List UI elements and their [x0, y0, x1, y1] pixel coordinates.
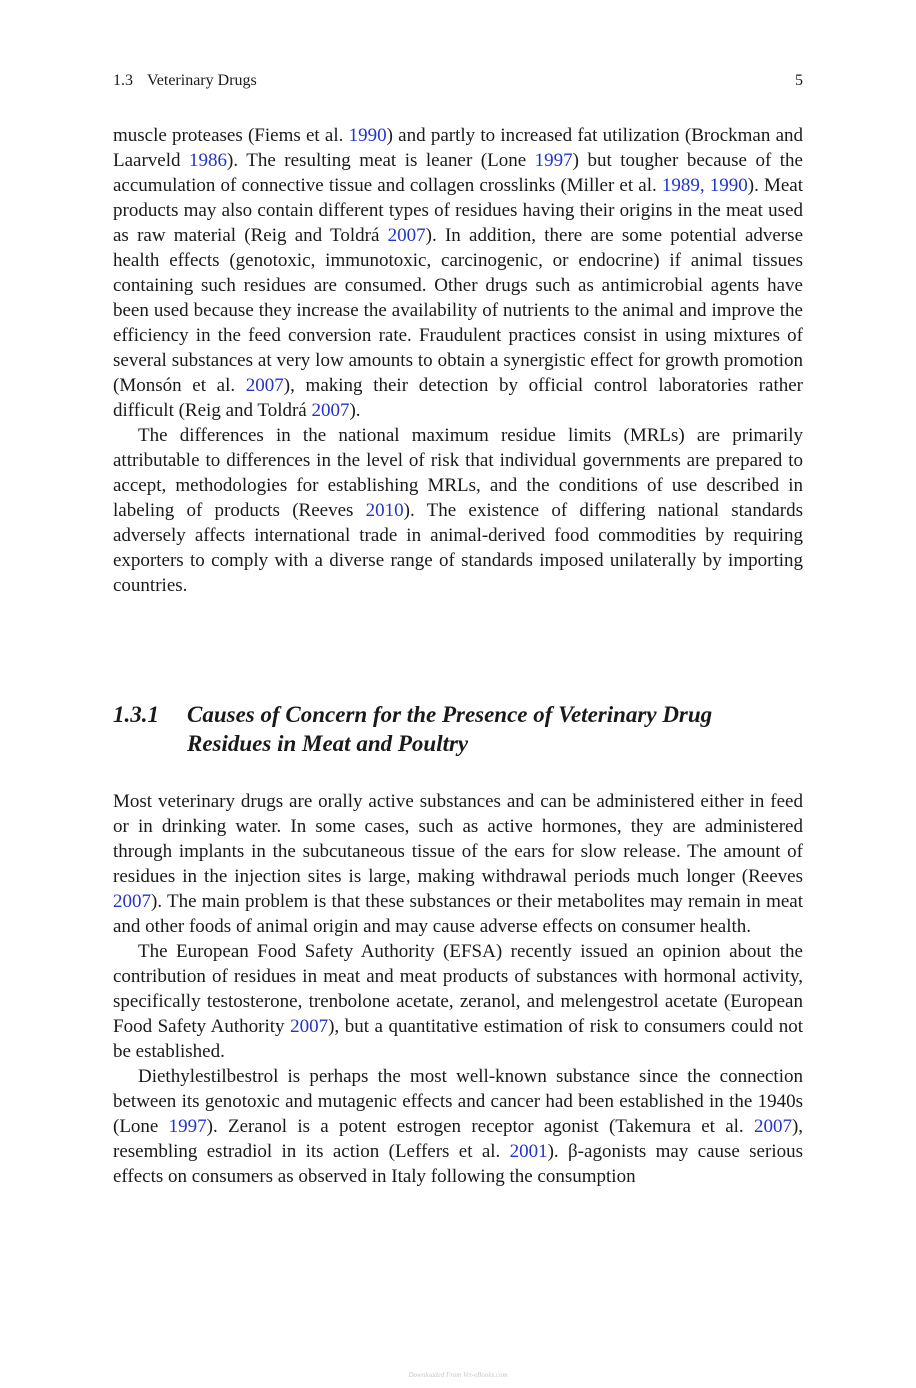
running-header — [113, 72, 803, 94]
body-text-top — [113, 123, 803, 598]
paragraph — [113, 423, 803, 598]
text-run: ). β-agonists may cause serious effects on consumers as observed in Italy following the consumption — [113, 1141, 803, 1187]
text-run: ), but a quantitative estimation of risk to consumers could not be established. — [113, 1016, 803, 1062]
paragraph — [113, 1064, 803, 1189]
citation-link[interactable]: 1997 — [168, 1116, 207, 1137]
running-header-section — [113, 72, 257, 90]
citation-link[interactable]: 1997 — [534, 150, 573, 171]
citation-link[interactable]: 2007 — [290, 1016, 329, 1037]
text-run: ). Meat products may also contain different types of residues having their origins in the meat used as raw material (Reig and Toldrá — [113, 175, 803, 246]
text-run: ). In addition, there are some potential adverse health effects (genotoxic, immunotoxic, carcinogenic, or endocrine) if animal tissues containing such residues are consumed. Other drugs such as antimicrobial agents have been used because they increase the availability of nutrients to the animal and improve the efficiency in the feed conversion rate. Fraudulent practices consist in using mixtures of several substances at very low amounts to obtain a synergistic effect for growth promotion (Monsón et al. — [113, 225, 804, 396]
section-heading-title: Causes of Concern for the Presence of Veterinary Drug Residues in Meat and Poultry — [187, 702, 713, 756]
paragraph — [113, 939, 803, 1064]
citation-link[interactable]: 2007 — [387, 225, 426, 246]
body-text-bottom — [113, 789, 803, 1189]
text-run: The European Food Safety Authority (EFSA) recently issued an opinion about the contribution of residues in meat and meat products of substances with hormonal activity, specifically testosterone, trenbolone acetate, zeranol, and melengestrol acetate (European Food Safety Authority — [113, 941, 803, 1037]
citation-link[interactable]: 1989, — [661, 175, 705, 196]
text-run: Most veterinary drugs are orally active substances and can be administered either in feed or in drinking water. In some cases, such as active hormones, they are administered through implants in the subcutaneous tissue of the ears for slow release. The amount of residues in the injection sites is large, making withdrawal periods much longer (Reeves — [113, 791, 803, 887]
citation-link[interactable]: 2010 — [365, 500, 404, 521]
text-run: ). Zeranol is a potent estrogen receptor agonist (Takemura et al. — [206, 1116, 754, 1137]
citation-link[interactable]: 2007 — [245, 375, 284, 396]
text-run: Diethylestilbestrol is perhaps the most well-known substance since the connection between its genotoxic and mutagenic effects and cancer had been established in the 1940s (Lone — [113, 1066, 803, 1137]
citation-link[interactable]: 1990 — [709, 175, 748, 196]
section-title: Veterinary Drugs — [147, 72, 257, 89]
citation-link[interactable]: 1986 — [189, 150, 228, 171]
text-run: muscle proteases (Fiems et al. — [113, 125, 349, 146]
section-number: 1.3 — [113, 72, 133, 89]
text-run: ) but tougher because of the accumulation of connective tissue and collagen crosslinks (Miller et al. — [113, 150, 803, 196]
paragraph — [113, 123, 803, 423]
citation-link[interactable]: 2007 — [311, 400, 350, 421]
citation-link[interactable]: 2007 — [113, 891, 151, 912]
text-run: The differences in the national maximum residue limits (MRLs) are primarily attributable to differences in the level of risk that individual governments are prepared to accept, methodologies for establishing MRLs, and the conditions of use described in labeling of products (Reeves — [113, 425, 803, 521]
text-run: ). The main problem is that these substances or their metabolites may remain in meat and other foods of animal origin and may cause adverse effects on consumer health. — [113, 891, 803, 937]
text-run: ). — [349, 400, 361, 421]
citation-link[interactable]: 1990 — [348, 125, 387, 146]
text-run: ). The resulting meat is leaner (Lone — [227, 150, 535, 171]
paragraph — [113, 789, 803, 939]
section-heading-number: 1.3.1 — [113, 702, 159, 727]
text-run: ), resembling estradiol in its action (Leffers et al. — [113, 1116, 804, 1162]
text-run: ) and partly to increased fat utilization (Brockman and Laarveld — [113, 125, 803, 171]
text-run: ), making their detection by official control laboratories rather difficult (Reig and Toldrá — [113, 375, 803, 421]
footer-watermark: Downloaded From Vet-eBooks.com — [408, 1371, 508, 1379]
citation-link[interactable]: 2001 — [509, 1141, 548, 1162]
text-run: ). The existence of differing national standards adversely affects international trade in animal-derived food commodities by requiring exporters to comply with a diverse range of standards imposed unilaterally by importing countries. — [113, 500, 803, 596]
page-number: 5 — [795, 72, 803, 89]
citation-link[interactable]: 2007 — [753, 1116, 792, 1137]
